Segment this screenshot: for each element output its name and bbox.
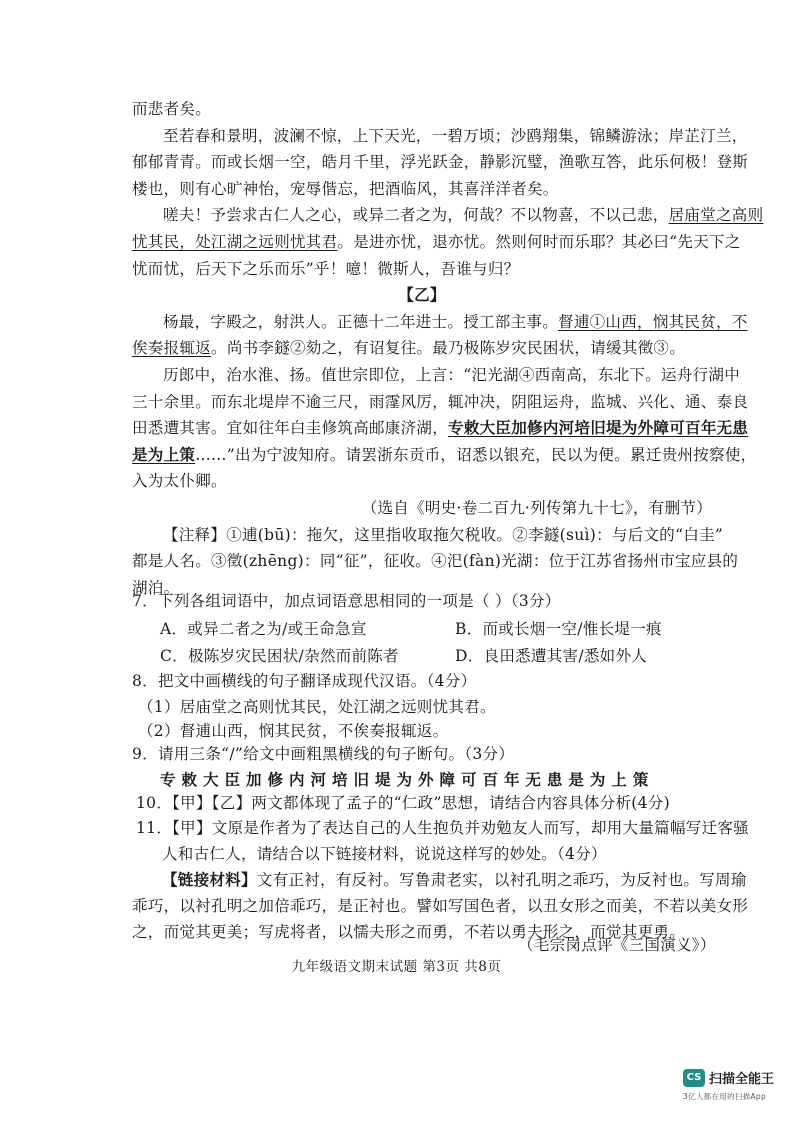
passage-line: 而悲者矣。 <box>132 100 212 118</box>
q7-option-b: B．而或长烟一空/惟长堤一痕 <box>455 620 662 638</box>
question-8-part-2: （2）督逋山西，悯其民贫，不俟奏报辄返。 <box>138 722 449 740</box>
link-material-source: （毛宗岗点评《三国演义》） <box>518 936 716 954</box>
underlined-sentence: 俟奏报辄返 <box>132 339 212 358</box>
passage-line <box>132 309 748 336</box>
notes-line: 【注释】①逋(bū)：拖欠，这里指收取拖欠税收。②李鐩(suì)：与后文的“白圭” <box>163 525 724 544</box>
passage-line <box>132 335 712 362</box>
source-citation: （选自《明史·卷二百九·列传第九十七》，有删节） <box>361 498 712 517</box>
question-11-line-1: 11．【甲】文原是作者为了表达自己的人生抱负并劝勉友人而写，却用大量篇幅写迁客骚 <box>136 819 749 837</box>
page-footer: 九年级语文期末试题 第3页 共8页 <box>291 959 502 975</box>
passage-line: 忧而忧，后天下之乐而乐”乎！噫！微斯人，吾谁与归？ <box>132 259 520 278</box>
passage-text: 田悉遭其害。宜如往年白圭修筑高邮康济湖， <box>132 419 449 438</box>
passage-line <box>132 442 757 469</box>
notes-line: 湖泊。 <box>132 578 180 597</box>
underlined-sentence: 居庙堂之高则 <box>668 206 764 225</box>
link-material-line-1 <box>162 869 747 891</box>
underlined-sentence: 督逋①山西，悯其民贫，不 <box>558 312 748 331</box>
q7-option-d: D．良田悉遭其害/悉如外人 <box>455 647 648 665</box>
notes-line: 都是人名。③徵(zhēng)：同“征”，征收。④汜(fàn)光湖：位于江苏省扬州市宝应县的 <box>132 552 739 571</box>
scanner-watermark <box>683 1068 774 1087</box>
passage-line: 历郎中，治水淮、扬。值世宗即位，上言：“汜光湖④西南高，东北下。运舟行湖中 <box>163 365 741 384</box>
link-material-label: 【链接材料】 <box>162 870 257 889</box>
question-11-line-2: 人和古仁人，请结合以下链接材料，说说这样写的妙处。（4分） <box>162 845 607 863</box>
section-title-yi: 【乙】 <box>398 285 446 305</box>
q7-option-a: A．或异二者之为/或王命急宣 <box>160 620 367 638</box>
passage-line: 楼也，则有心旷神怡，宠辱偕忘，把酒临风，其喜洋洋者矣。 <box>132 179 559 198</box>
underlined-sentence: 忧其民，处江湖之远则忧其君 <box>132 232 338 251</box>
passage-line: 三十余里。而东北堤岸不逾三尺，雨霪风厉，辄冲决，阴阻运舟，监城、兴化、通、泰良 <box>132 392 749 411</box>
question-10: 10．【甲】【乙】两文都体现了孟子的“仁政”思想，请结合内容具体分析(4分) <box>136 794 670 812</box>
question-8-part-1: （1）居庙堂之高则忧其民，处江湖之远则忧其君。 <box>138 698 496 716</box>
question-8: 8．把文中画横线的句子翻译成现代汉语。（4分） <box>132 672 477 690</box>
passage-text: 。尚书李鐩②劾之，有诏复往。最乃极陈岁灾民困状，请缓其徵③。 <box>211 339 686 358</box>
bold-underlined-sentence: 专敕大臣加修内河培旧堤为外障可百年无患 <box>448 418 749 438</box>
camscanner-logo-icon: CS <box>683 1069 705 1087</box>
passage-jia <box>132 96 764 601</box>
link-material-line-3: 之，而觉其更美；写虎将者，以懦夫形之而勇，不若以勇夫形之，而觉其更勇。 <box>132 923 686 941</box>
passage-line: 郁郁青青。而或长烟一空，皓月千里，浮光跃金，静影沉璧，渔歌互答，此乐何极！登斯 <box>132 153 749 172</box>
passage-line <box>132 202 764 229</box>
passage-line: 至若春和景明，波澜不惊，上下天光，一碧万顷；沙鸥翔集，锦鳞游泳；岸芷汀兰， <box>163 126 748 145</box>
scanner-app-name: 扫描全能王 <box>709 1072 775 1087</box>
question-9-sentence: 专 敕 大 臣 加 修 内 河 培 旧 堤 为 外 障 可 百 年 无 患 是 为 上 策 <box>160 770 649 789</box>
passage-text: 。是进亦忧，退亦忧。然则何时而乐耶？其必曰“先天下之 <box>337 232 741 251</box>
q7-option-c: C．极陈岁灾民困状/杂然而前陈者 <box>160 647 399 665</box>
passage-line: 入为太仆卿。 <box>132 472 227 491</box>
passage-line <box>132 415 749 442</box>
link-material-line-2: 乖巧，以衬孔明之加倍乖巧，是正衬也。譬如写国色者，以丑女形之而美，不若以美女形 <box>132 897 749 915</box>
passage-line <box>132 229 741 256</box>
scanner-tagline: 3亿人都在用的扫描App <box>683 1092 767 1101</box>
question-7: 7．下列各组词语中，加点词语意思相同的一项是（ ）（3分） <box>132 592 561 610</box>
link-material-text: 文有正衬，有反衬。写鲁肃老实，以衬孔明之乖巧，为反衬也。写周瑜 <box>256 871 747 889</box>
passage-text: 杨最，字殿之，射洪人。正德十二年进士。授工部主事。 <box>163 312 559 331</box>
passage-text: ……”出为宁波知府。请罢浙东贡币，诏悉以银充，民以为便。累迁贵州按察使， <box>195 445 757 464</box>
bold-underlined-sentence: 是为上策 <box>132 444 196 464</box>
passage-text: 嗟夫！予尝求古仁人之心，或异二者之为，何哉？不以物喜，不以己悲， <box>163 206 669 225</box>
question-9: 9．请用三条“/”给文中画粗黑横线的句子断句。（3分） <box>132 745 515 763</box>
